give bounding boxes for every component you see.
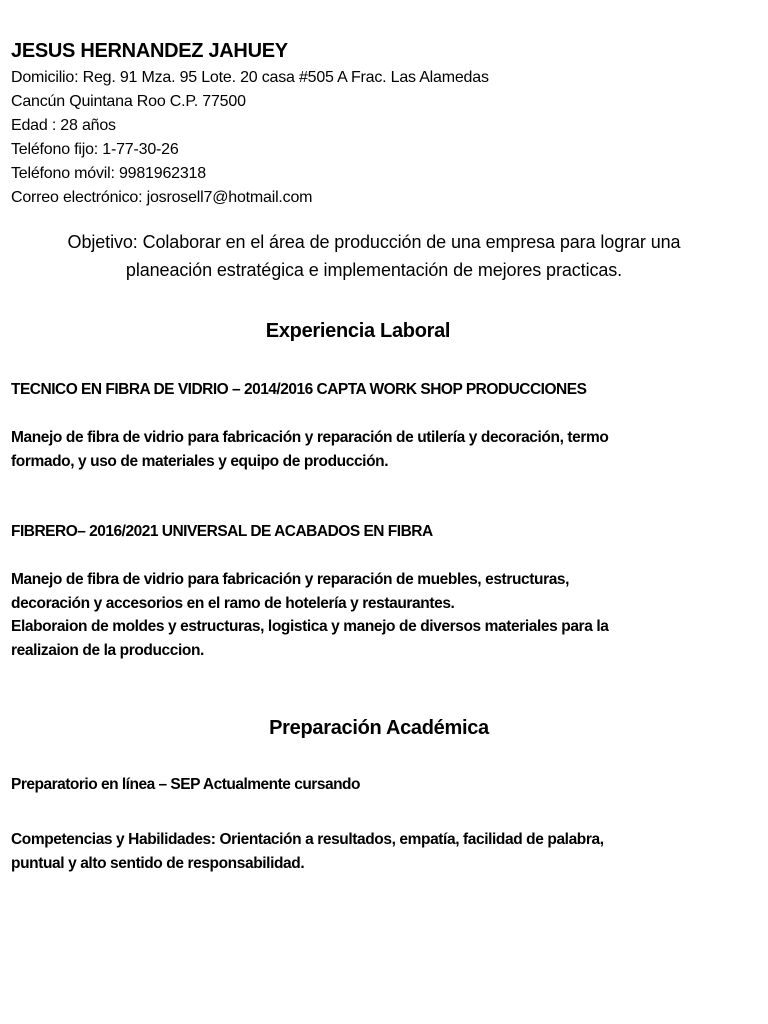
job-1-heading: TECNICO EN FIBRA DE VIDRIO – 2014/2016 CAPTA WORK SHOP PRODUCCIONES <box>11 381 587 398</box>
job-2-description <box>11 568 751 662</box>
mobile-phone: Teléfono móvil: 9981962318 <box>11 165 206 182</box>
objective-line-2: planeación estratégica e implementación de mejores practicas. <box>125 260 623 280</box>
job-2-heading: FIBRERO– 2016/2021 UNIVERSAL DE ACABADOS EN FIBRA <box>11 523 433 540</box>
experience-section-title: Experiencia Laboral <box>265 320 451 342</box>
contact-info <box>11 66 489 210</box>
skills-line-1: Competencias y Habilidades: Orientación a resultados, empatía, facilidad de palabra, <box>11 831 604 848</box>
education-section-title: Preparación Académica <box>269 717 489 739</box>
objective-statement <box>10 228 738 284</box>
job-1-description-line-1: Manejo de fibra de vidrio para fabricación y reparación de utilería y decoración, termo <box>11 429 609 446</box>
email-line: Correo electrónico: josrosell7@hotmail.com <box>11 189 313 206</box>
age-line: Edad : 28 años <box>11 117 116 134</box>
address-line-1: Domicilio: Reg. 91 Mza. 95 Lote. 20 casa #505 A Frac. Las Alamedas <box>11 69 489 86</box>
job-2-description-line-4: realizaion de la produccion. <box>11 641 204 659</box>
education-entry: Preparatorio en línea – SEP Actualmente cursando <box>11 776 360 793</box>
job-2-description-line-1: Manejo de fibra de vidrio para fabricación y reparación de muebles, estructuras, <box>11 571 570 588</box>
job-2-description-line-3: Elaboraion de moldes y estructuras, logistica y manejo de diversos materiales para la <box>11 618 609 635</box>
candidate-name: JESUS HERNANDEZ JAHUEY <box>11 40 288 62</box>
address-line-2: Cancún Quintana Roo C.P. 77500 <box>11 93 246 110</box>
landline-phone: Teléfono fijo: 1-77-30-26 <box>11 141 179 158</box>
objective-line-1: Objetivo: Colaborar en el área de producción de una empresa para lograr una <box>67 232 681 252</box>
job-1-description <box>11 426 751 473</box>
skills-paragraph <box>11 828 751 875</box>
job-2-description-line-2: decoración y accesorios en el ramo de hotelería y restaurantes. <box>11 594 455 612</box>
skills-line-2: puntual y alto sentido de responsabilidad. <box>11 854 305 872</box>
job-1-description-line-2: formado, y uso de materiales y equipo de producción. <box>11 452 389 470</box>
